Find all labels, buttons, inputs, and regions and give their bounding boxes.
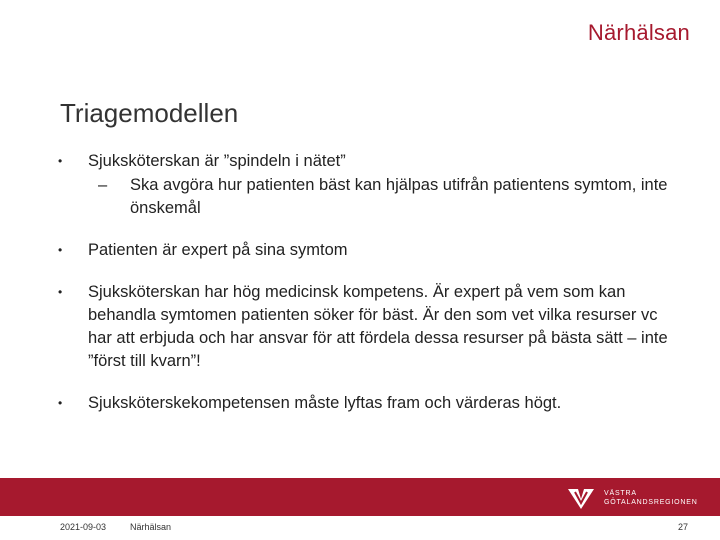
footer-date: 2021-09-03 bbox=[60, 522, 107, 532]
vgr-logo bbox=[566, 484, 698, 512]
bullet-text: Sjuksköterskan har hög medicinsk kompetens. Är expert på vem som kan behandla symtomen patienten söker för bäst. Är den som vet vilka resurser vc har att erbjuda och har ansvar för att fördela dessa resurser på bästa sätt – inte ”först till kvarn”! bbox=[88, 283, 668, 370]
bullet-item bbox=[58, 150, 678, 173]
bullet-item bbox=[58, 239, 678, 262]
page-number: 27 bbox=[677, 522, 688, 532]
bullet-text: Sjuksköterskekompetensen måste lyftas fram och värderas högt. bbox=[88, 394, 562, 412]
bullet-marker: • bbox=[58, 285, 63, 299]
bullet-text: Sjuksköterskan är ”spindeln i nätet” bbox=[88, 152, 346, 170]
bullet-item bbox=[58, 281, 678, 373]
sub-bullet-text: Ska avgöra hur patienten bäst kan hjälpas utifrån patientens symtom, inte önskemål bbox=[130, 176, 668, 217]
bullet-item bbox=[58, 392, 678, 415]
sub-bullet-item bbox=[98, 174, 678, 220]
bullet-text: Patienten är expert på sina symtom bbox=[88, 241, 348, 259]
bullet-marker: • bbox=[58, 154, 63, 168]
vgr-logo-text bbox=[604, 489, 698, 507]
vgr-logo-icon bbox=[566, 485, 596, 511]
vgr-logo-line2: GÖTALANDSREGIONEN bbox=[604, 499, 698, 506]
vgr-logo-line1: VÄSTRA bbox=[604, 490, 637, 497]
sub-bullet-marker: – bbox=[98, 176, 108, 194]
footer-org: Närhälsan bbox=[130, 522, 172, 532]
brand-logo-text: Närhälsan bbox=[587, 20, 690, 45]
slide-title: Triagemodellen bbox=[60, 98, 239, 128]
bullet-list bbox=[58, 150, 678, 415]
bullet-marker: • bbox=[58, 396, 63, 410]
bullet-marker: • bbox=[58, 243, 63, 257]
